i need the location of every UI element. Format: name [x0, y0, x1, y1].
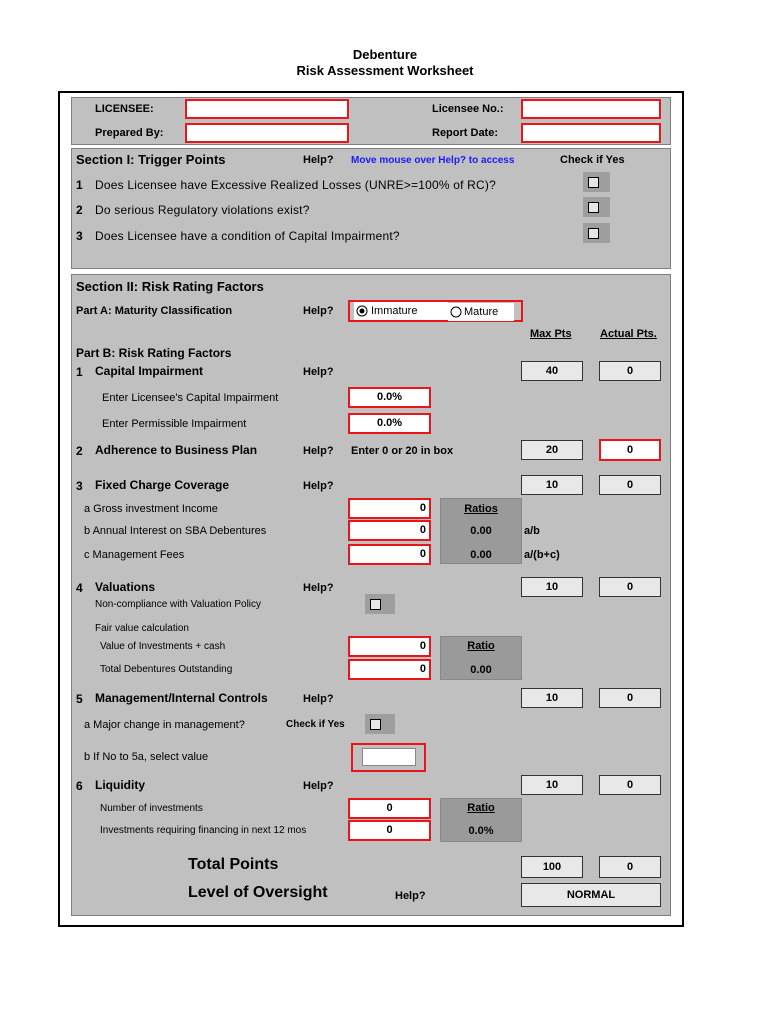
- f3-title: Fixed Charge Coverage: [95, 478, 230, 492]
- checkbox-box-icon: [588, 177, 599, 188]
- q2-checkbox[interactable]: [583, 197, 610, 217]
- f5-max-pts: 10: [521, 688, 583, 708]
- f4-max-pts: 10: [521, 577, 583, 597]
- f1-capital-impairment-input[interactable]: 0.0%: [348, 387, 431, 408]
- oversight-help[interactable]: Help?: [395, 890, 426, 902]
- f6-title: Liquidity: [95, 778, 145, 792]
- f1-row1-label: Enter Licensee's Capital Impairment: [102, 392, 279, 404]
- f1-row2-label: Enter Permissible Impairment: [102, 418, 247, 430]
- f6-number-investments-input[interactable]: 0: [348, 798, 431, 819]
- f4-row1-label: Value of Investments + cash: [100, 641, 226, 652]
- f5-number: 5: [76, 692, 83, 706]
- total-max-pts: 100: [521, 856, 583, 878]
- f3-formula-abc: a/(b+c): [524, 549, 560, 561]
- f1-max-pts: 40: [521, 361, 583, 381]
- partA-label: Part A: Maturity Classification: [76, 305, 233, 317]
- f6-actual-pts: 0: [599, 775, 661, 795]
- checkbox-box-icon: [370, 719, 381, 730]
- f3-row-a-label: a Gross investment Income: [84, 503, 218, 515]
- f3-annual-interest-input[interactable]: 0: [348, 520, 431, 541]
- f4-title: Valuations: [95, 580, 156, 594]
- f3-ratio-abc: 0.00: [470, 549, 492, 561]
- q1-number: 1: [76, 178, 83, 192]
- f3-formula-ab: a/b: [524, 525, 540, 537]
- f5-management-change-checkbox[interactable]: [365, 714, 395, 734]
- f5-title: Management/Internal Controls: [95, 691, 268, 705]
- f1-title: Capital Impairment: [95, 364, 204, 378]
- level-of-oversight-label: Level of Oversight: [188, 884, 328, 901]
- f3-number: 3: [76, 479, 83, 493]
- q3-checkbox[interactable]: [583, 223, 610, 243]
- f4-noncompliance-checkbox[interactable]: [365, 594, 395, 614]
- f6-help[interactable]: Help?: [303, 780, 334, 792]
- f3-gross-income-input[interactable]: 0: [348, 498, 431, 519]
- q3-number: 3: [76, 229, 83, 243]
- f4-fair-value-label: Fair value calculation: [95, 623, 189, 634]
- f5-b-label: b If No to 5a, select value: [84, 751, 209, 763]
- report-date-label: Report Date:: [432, 127, 499, 139]
- f1-permissible-impairment-input[interactable]: 0.0%: [348, 413, 431, 434]
- f3-help[interactable]: Help?: [303, 480, 334, 492]
- radio-selected-icon: [356, 305, 368, 317]
- prepared-by-label: Prepared By:: [95, 127, 164, 139]
- report-date-input[interactable]: [521, 123, 661, 143]
- f4-value-investments-input[interactable]: 0: [348, 636, 431, 657]
- section1-help[interactable]: Help?: [303, 154, 334, 166]
- f4-row2-label: Total Debentures Outstanding: [100, 664, 233, 675]
- f3-management-fees-input[interactable]: 0: [348, 544, 431, 565]
- f2-hint: Enter 0 or 20 in box: [351, 445, 454, 457]
- checkbox-box-icon: [588, 202, 599, 213]
- partA-help[interactable]: Help?: [303, 305, 334, 317]
- f6-row1-label: Number of investments: [100, 803, 203, 814]
- licensee-no-input[interactable]: [521, 99, 661, 119]
- f2-actual-pts-input[interactable]: 0: [599, 439, 661, 461]
- max-pts-header: Max Pts: [530, 328, 572, 340]
- f5-a-label: a Major change in management?: [84, 719, 245, 731]
- f4-help[interactable]: Help?: [303, 582, 334, 594]
- f6-row2-label: Investments requiring financing in next 12 mos: [100, 825, 307, 836]
- prepared-by-input[interactable]: [185, 123, 349, 143]
- licensee-label: LICENSEE:: [95, 103, 154, 115]
- total-points-label: Total Points: [188, 856, 279, 873]
- f3-row-c-label: c Management Fees: [84, 549, 185, 561]
- f1-number: 1: [76, 365, 83, 379]
- q2-text: Do serious Regulatory violations exist?: [95, 203, 310, 217]
- q2-number: 2: [76, 203, 83, 217]
- f3-ratios-label: Ratios: [464, 503, 498, 515]
- radio-mature-label: Mature: [464, 306, 499, 318]
- f4-number: 4: [76, 581, 83, 595]
- f2-max-pts: 20: [521, 440, 583, 460]
- checkbox-box-icon: [370, 599, 381, 610]
- f4-ratio-label: Ratio: [467, 640, 495, 652]
- section1-check-label: Check if Yes: [560, 154, 625, 166]
- total-actual-pts: 0: [599, 856, 661, 878]
- f6-ratio-label: Ratio: [467, 802, 495, 814]
- licensee-no-label: Licensee No.:: [432, 103, 504, 115]
- section1-hint: Move mouse over Help? to access: [351, 155, 515, 166]
- f1-actual-pts: 0: [599, 361, 661, 381]
- q1-text: Does Licensee have Excessive Realized Losses (UNRE>=100% of RC)?: [95, 178, 496, 192]
- radio-unselected-icon: [450, 306, 462, 318]
- f2-help[interactable]: Help?: [303, 445, 334, 457]
- f4-actual-pts: 0: [599, 577, 661, 597]
- oversight-value: NORMAL: [521, 883, 661, 907]
- f5-help[interactable]: Help?: [303, 693, 334, 705]
- radio-mature[interactable]: [448, 303, 514, 321]
- f5-b-select[interactable]: [362, 748, 416, 766]
- f3-max-pts: 10: [521, 475, 583, 495]
- radio-immature-label: Immature: [371, 305, 418, 317]
- f1-help[interactable]: Help?: [303, 366, 334, 378]
- section1-title: Section I: Trigger Points: [76, 152, 226, 167]
- f2-number: 2: [76, 444, 83, 458]
- f6-ratio-value: 0.0%: [468, 825, 494, 837]
- f5-check-label: Check if Yes: [286, 719, 345, 730]
- f6-investments-financing-input[interactable]: 0: [348, 820, 431, 841]
- f3-row-b-label: b Annual Interest on SBA Debentures: [84, 525, 267, 537]
- checkbox-box-icon: [588, 228, 599, 239]
- f4-noncompliance-label: Non-compliance with Valuation Policy: [95, 599, 262, 610]
- actual-pts-header: Actual Pts.: [600, 328, 657, 340]
- q1-checkbox[interactable]: [583, 172, 610, 192]
- f5-actual-pts: 0: [599, 688, 661, 708]
- f4-debentures-outstanding-input[interactable]: 0: [348, 659, 431, 680]
- f4-ratio-value: 0.00: [470, 664, 492, 676]
- f2-title: Adherence to Business Plan: [95, 443, 258, 457]
- f3-actual-pts: 0: [599, 475, 661, 495]
- partB-label: Part B: Risk Rating Factors: [76, 346, 232, 360]
- doc-title-line2: Risk Assessment Worksheet: [296, 63, 474, 78]
- q3-text: Does Licensee have a condition of Capital Impairment?: [95, 229, 400, 243]
- section2-title: Section II: Risk Rating Factors: [76, 279, 264, 294]
- licensee-input[interactable]: [185, 99, 349, 119]
- f6-number: 6: [76, 779, 83, 793]
- f6-max-pts: 10: [521, 775, 583, 795]
- doc-title-line1: Debenture: [352, 47, 418, 62]
- f3-ratio-ab: 0.00: [470, 525, 492, 537]
- radio-immature[interactable]: [354, 302, 448, 320]
